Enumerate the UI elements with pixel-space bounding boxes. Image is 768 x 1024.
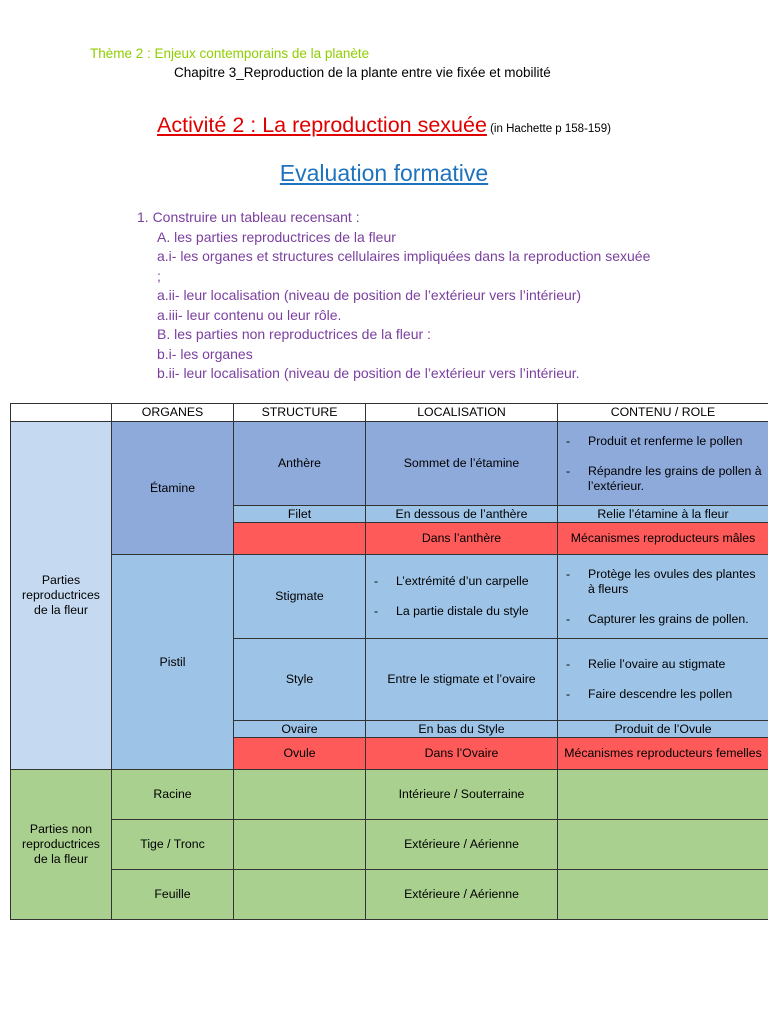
table-row xyxy=(11,555,768,639)
activity-reference: (in Hachette p 158-159) xyxy=(486,123,611,135)
structure-cell xyxy=(234,770,366,820)
localisation-cell: En dessous de l’anthère xyxy=(366,506,558,523)
role-cell xyxy=(558,422,768,506)
question-item: b.i- les organes xyxy=(157,345,253,362)
role-cell xyxy=(558,870,768,920)
table-row xyxy=(11,422,768,506)
question-item: B. les parties non reproductrices de la fleur : xyxy=(157,326,431,342)
localisation-cell xyxy=(366,555,558,639)
structure-cell xyxy=(234,870,366,920)
structure-cell: Anthère xyxy=(234,422,366,506)
structure-cell: Style xyxy=(234,639,366,721)
localisation-cell: Dans l’Ovaire xyxy=(366,738,558,770)
role-cell xyxy=(558,820,768,870)
localisation-cell: Sommet de l’étamine xyxy=(366,422,558,506)
table-row xyxy=(11,820,768,870)
header-cell-organes: ORGANES xyxy=(112,404,234,422)
header-cell-group xyxy=(11,404,112,422)
table-row xyxy=(11,770,768,820)
localisation-cell: Intérieure / Souterraine xyxy=(366,770,558,820)
localisation-cell: En bas du Style xyxy=(366,721,558,738)
localisation-cell: Extérieure / Aérienne xyxy=(366,870,558,920)
structure-cell: Ovule xyxy=(234,738,366,770)
activity-title-line xyxy=(0,113,768,138)
organ-cell: Tige / Tronc xyxy=(112,820,234,870)
role-bullet: - Protège les ovules des plantes à fleurs xyxy=(558,567,768,597)
localisation-bullet: - L’extrémité d’un carpelle xyxy=(366,574,557,589)
activity-title: Activité 2 : La reproduction sexuée xyxy=(157,113,487,137)
role-cell: Relie l’étamine à la fleur xyxy=(558,506,768,523)
chapter-line: Chapitre 3_Reproduction de la plante entre vie fixée et mobilité xyxy=(174,65,551,80)
structure-cell xyxy=(234,523,366,555)
role-cell xyxy=(558,770,768,820)
role-bullet: - Faire descendre les pollen xyxy=(558,687,768,702)
structure-cell: Ovaire xyxy=(234,721,366,738)
table-header-row xyxy=(11,404,768,422)
organ-etamine-cell: Étamine xyxy=(112,422,234,555)
role-cell xyxy=(558,639,768,721)
organ-pistil-cell: Pistil xyxy=(112,555,234,770)
group-reproductive-cell: Parties reproductrices de la fleur xyxy=(11,422,112,770)
question-item: a.iii- leur contenu ou leur rôle. xyxy=(157,306,342,323)
header-cell-contenu-role: CONTENU / ROLE xyxy=(558,404,768,422)
role-cell: Mécanismes reproducteurs mâles xyxy=(558,523,768,555)
theme-line: Thème 2 : Enjeux contemporains de la planète xyxy=(90,46,370,61)
role-bullet: - Produit et renferme le pollen xyxy=(558,434,768,449)
structure-cell: Stigmate xyxy=(234,555,366,639)
flower-parts-table xyxy=(10,403,768,920)
role-bullet: - Répandre les grains de pollen à l’extérieur. xyxy=(558,464,768,494)
question-item: a.ii- leur localisation (niveau de position de l’extérieur vers l’intérieur) xyxy=(157,287,582,303)
question-item: a.i- les organes et structures cellulaires impliquées dans la reproduction sexuée ; xyxy=(157,248,651,284)
structure-cell: Filet xyxy=(234,506,366,523)
question-item: A. les parties reproductrices de la fleur xyxy=(157,228,396,245)
role-bullet: - Capturer les grains de pollen. xyxy=(558,612,768,627)
question-item: 1. Construire un tableau recensant : xyxy=(137,209,360,225)
header-cell-localisation: LOCALISATION xyxy=(366,404,558,422)
group-nonreproductive-cell: Parties non reproductrices de la fleur xyxy=(11,770,112,920)
localisation-bullet: - La partie distale du style xyxy=(366,604,557,619)
localisation-cell: Entre le stigmate et l’ovaire xyxy=(366,639,558,721)
table-row xyxy=(11,870,768,920)
role-cell: Mécanismes reproducteurs femelles xyxy=(558,738,768,770)
role-cell xyxy=(558,555,768,639)
structure-cell xyxy=(234,820,366,870)
localisation-cell: Dans l’anthère xyxy=(366,523,558,555)
question-list xyxy=(137,208,657,384)
role-cell: Produit de l’Ovule xyxy=(558,721,768,738)
localisation-cell: Extérieure / Aérienne xyxy=(366,820,558,870)
organ-cell: Racine xyxy=(112,770,234,820)
page-subtitle: Evaluation formative xyxy=(279,160,489,186)
question-item: b.ii- leur localisation (niveau de position de l’extérieur vers l’intérieur. xyxy=(157,365,580,381)
role-bullet: - Relie l’ovaire au stigmate xyxy=(558,657,768,672)
header-cell-structure: STRUCTURE xyxy=(234,404,366,422)
organ-cell: Feuille xyxy=(112,870,234,920)
